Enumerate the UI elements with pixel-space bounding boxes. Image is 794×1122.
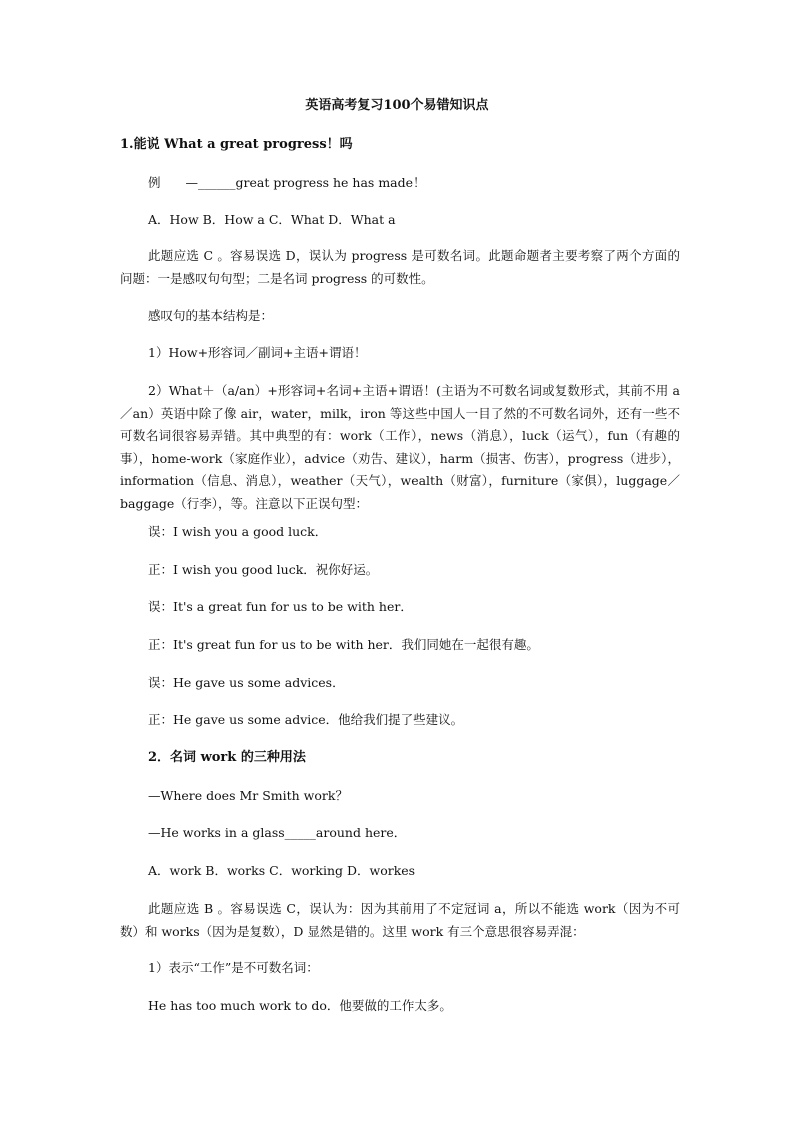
- wrong-sentence-1: 误：I wish you a good luck．: [148, 524, 328, 539]
- correct-sentence-3: 正：He gave us some advice．他给我们提了些建议。: [148, 712, 464, 727]
- dialog-question: —Where does Mr Smith work？: [148, 788, 348, 803]
- explanation-paragraph-2: 此题应选 B 。容易误选 C，误认为：因为其前用了不定冠词 a，所以不能选 work（因为不可数）和 works（因为是复数），D 显然是错的。这里 work 有三个意思很容易弄混：: [120, 901, 680, 939]
- rule-how: 1）How+形容词／副词+主语+谓语！: [148, 345, 367, 360]
- answer-options: A．How B．How a C．What D．What a: [148, 212, 396, 227]
- answer-options-2: A．work B．works C．working D．workes: [148, 863, 416, 878]
- explanation-paragraph: 此题应选 C 。容易误选 D，误认为 progress 是可数名词。此题命题者主要考察了两个方面的问题：一是感叹句句型；二是名词 progress 的可数性。: [120, 248, 680, 286]
- usage-1-example: He has too much work to do．他要做的工作太多。: [148, 998, 452, 1013]
- wrong-sentence-3: 误：He gave us some advices．: [148, 675, 345, 690]
- wrong-sentence-2: 误：It's a great fun for us to be with her．: [148, 599, 413, 614]
- usage-1-heading: 1）表示“工作”是不可数名词：: [148, 960, 319, 975]
- section-1-heading: 1.能说 What a great progress！吗: [120, 137, 353, 152]
- dialog-answer: —He works in a glass_____around here．: [148, 825, 407, 840]
- example-question: 例 —______great progress he has made！: [148, 175, 426, 190]
- rule-what-paragraph: 2）What＋（a/an）+形容词+名词+主语+谓语！(主语为不可数名词或复数形式，其前不用 a／an）英语中除了像 air，water，milk，iron 等这些中国人一目了然的不可数名词外，还有一些不可数名词很容易弄错。其中典型的有：work（工作），news（消息），luck（运气），fun（有趣的事），home-work（家庭作业），advice（劝告、建议），harm（损害、伤害），progress（进步），information（信息、消息），weather（天气），wealth（财富），furniture（家俱），luggage／baggage（行李），等。注意以下正误句型：: [120, 383, 680, 511]
- correct-sentence-2: 正：It's great fun for us to be with her．我们同她在一起很有趣。: [148, 637, 539, 652]
- section-2-heading: 2．名词 work 的三种用法: [148, 750, 306, 765]
- correct-sentence-1: 正：I wish you good luck．祝你好运。: [148, 562, 379, 577]
- structure-intro: 感叹句的基本结构是：: [148, 308, 274, 323]
- document-title: 英语高考复习100个易错知识点: [305, 98, 489, 113]
